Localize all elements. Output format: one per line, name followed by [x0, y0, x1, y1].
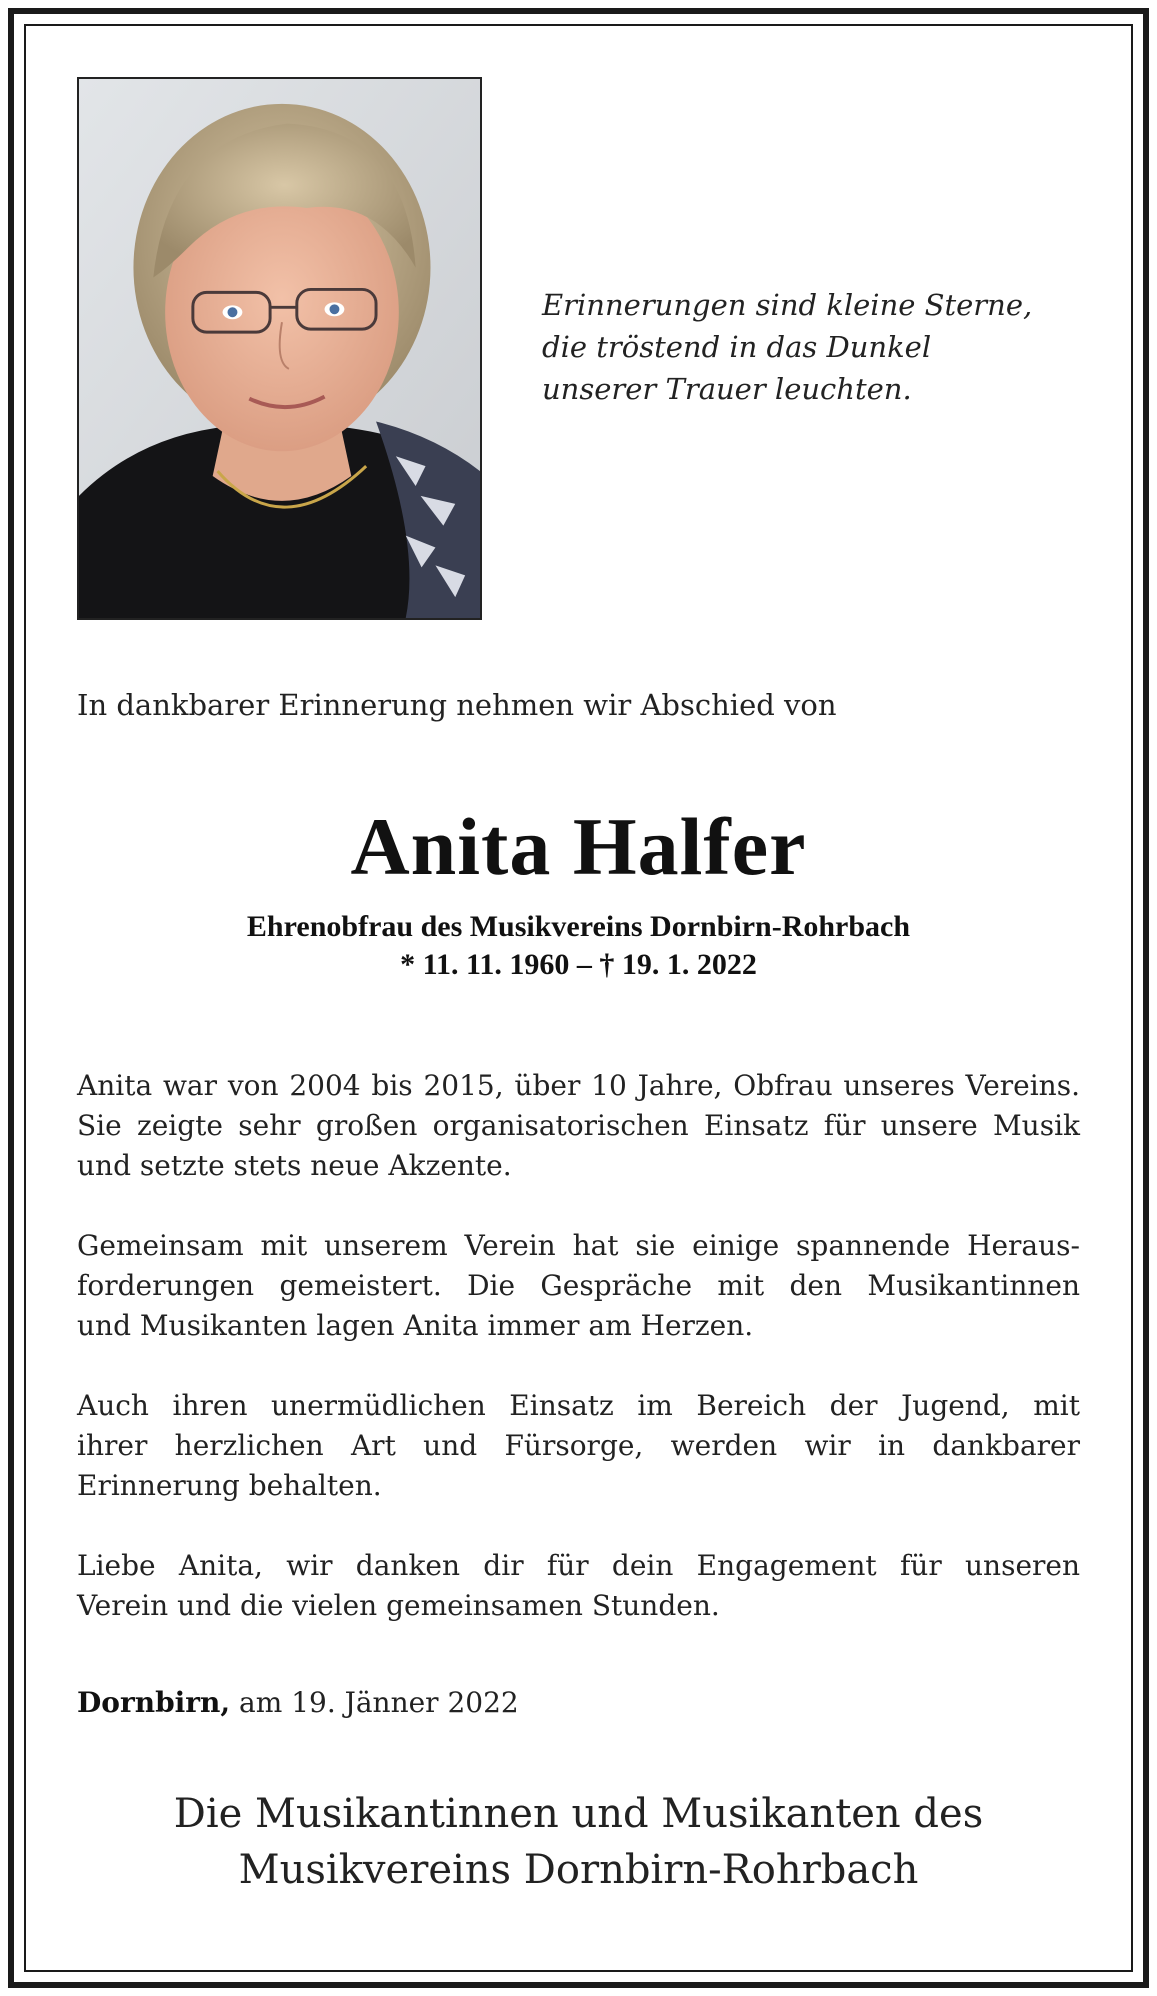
life-dates: * 11. 11. 1960 – † 19. 1. 2022 — [400, 948, 757, 981]
quote-line: unserer Trauer leuchten. — [542, 372, 912, 406]
dateline-date: am 19. Jänner 2022 — [239, 1686, 519, 1719]
portrait-photo — [77, 77, 482, 620]
intro-text: In dankbarer Erinnerung nehmen wir Abschied von — [77, 688, 837, 722]
portrait-illustration — [79, 79, 480, 618]
signature-line: Die Musikantinnen und Musikanten des — [173, 1791, 984, 1837]
deceased-name: Anita Halfer — [350, 801, 807, 892]
memorial-quote — [542, 284, 1062, 410]
signature-block — [0, 1786, 1157, 1898]
paragraph-line: ihrer herzlichen Art und Fürsorge, werden wir in dankbarer — [77, 1429, 1080, 1462]
paragraph-2 — [77, 1226, 1080, 1346]
signature-line: Musikvereins Dornbirn-Rohrbach — [238, 1847, 919, 1893]
quote-line: Erinnerungen sind kleine Sterne, — [542, 288, 1033, 322]
paragraph-line: Liebe Anita, wir danken dir für dein Engagement für unseren — [77, 1549, 1080, 1582]
quote-line: die tröstend in das Dunkel — [542, 330, 932, 364]
paragraph-line: Gemeinsam mit unserem Verein hat sie einige spannende Heraus- — [77, 1229, 1080, 1262]
paragraph-3 — [77, 1386, 1080, 1506]
dateline-place: Dornbirn, — [77, 1686, 231, 1719]
paragraph-line: Verein und die vielen gemeinsamen Stunden. — [77, 1589, 720, 1622]
paragraph-line: Auch ihren unermüdlichen Einsatz im Bereich der Jugend, mit — [77, 1389, 1080, 1422]
paragraph-line: und Musikanten lagen Anita immer am Herzen. — [77, 1309, 754, 1342]
dateline — [77, 1686, 519, 1719]
paragraph-line: Erinnerung behalten. — [77, 1469, 382, 1502]
paragraph-line: Sie zeigte sehr großen organisatorischen Einsatz für unsere Musik — [77, 1109, 1080, 1142]
paragraph-line: forderungen gemeistert. Die Gespräche mit den Musikantinnen — [77, 1269, 1080, 1302]
paragraph-4 — [77, 1546, 1080, 1626]
paragraph-line: Anita war von 2004 bis 2015, über 10 Jahre, Obfrau unseres Vereins. — [77, 1069, 1080, 1102]
paragraph-1 — [77, 1066, 1080, 1186]
deceased-title: Ehrenobfrau des Musikvereins Dornbirn-Rohrbach — [246, 910, 911, 943]
paragraph-line: und setzte stets neue Akzente. — [77, 1149, 512, 1182]
